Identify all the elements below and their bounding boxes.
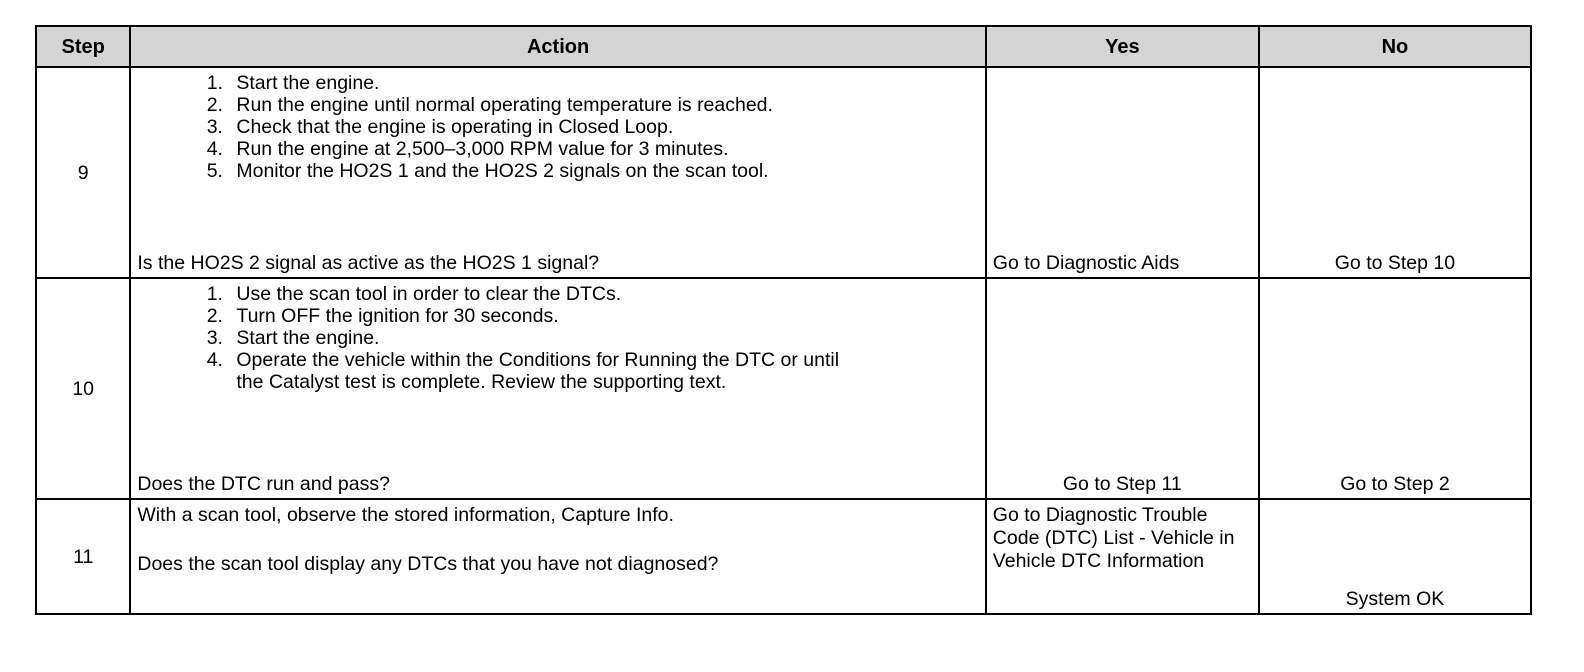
no-answer: System OK	[1345, 588, 1445, 610]
yes-answer: Go to Diagnostic Aids	[992, 252, 1180, 274]
question-text: Is the HO2S 2 signal as active as the HO2S 1 signal?	[137, 252, 600, 274]
header-no: No	[1259, 26, 1531, 67]
yes-answer: Go to Step 11	[1062, 473, 1182, 495]
no-cell	[1259, 278, 1531, 499]
step-number: 10	[36, 278, 130, 499]
action-item: 2. Run the engine until normal operating temperature is reached.	[228, 94, 984, 116]
action-item: 1. Start the engine.	[228, 72, 984, 94]
action-item: 3. Check that the engine is operating in Closed Loop.	[228, 116, 984, 138]
header-yes: Yes	[986, 26, 1259, 67]
table-row-step-9	[36, 67, 1531, 278]
step-number: 9	[36, 67, 130, 278]
action-cell	[130, 278, 985, 499]
diagnostic-table	[35, 25, 1532, 615]
yes-cell	[986, 67, 1259, 278]
no-cell	[1259, 67, 1531, 278]
no-cell	[1259, 499, 1531, 614]
action-item: 3. Start the engine.	[228, 327, 984, 349]
step-number: 11	[36, 499, 130, 614]
table-row-step-11	[36, 499, 1531, 614]
header-row	[36, 26, 1531, 67]
action-item: 4. Run the engine at 2,500–3,000 RPM value for 3 minutes.	[228, 138, 984, 160]
question-text: Does the DTC run and pass?	[137, 473, 390, 495]
no-answer: Go to Step 10	[1334, 252, 1456, 274]
action-item: 1. Use the scan tool in order to clear the DTCs.	[228, 283, 984, 305]
header-action: Action	[130, 26, 985, 67]
action-text: With a scan tool, observe the stored information, Capture Info.	[137, 504, 674, 526]
yes-cell	[986, 278, 1259, 499]
action-cell	[130, 499, 985, 614]
action-item: 4. Operate the vehicle within the Conditions for Running the DTC or until the Catalyst test is complete. Review the supporting text.	[228, 349, 984, 393]
yes-cell	[986, 499, 1259, 614]
action-cell	[130, 67, 985, 278]
question-text: Does the scan tool display any DTCs that you have not diagnosed?	[137, 553, 719, 575]
action-item: 5. Monitor the HO2S 1 and the HO2S 2 signals on the scan tool.	[228, 160, 984, 182]
action-list	[131, 283, 984, 393]
table-row-step-10	[36, 278, 1531, 499]
action-list	[131, 72, 984, 182]
action-item: 2. Turn OFF the ignition for 30 seconds.	[228, 305, 984, 327]
yes-answer: Go to Diagnostic Trouble Code (DTC) List - Vehicle in Vehicle DTC Information	[992, 504, 1235, 572]
no-answer: Go to Step 2	[1340, 473, 1450, 495]
header-step: Step	[36, 26, 130, 67]
